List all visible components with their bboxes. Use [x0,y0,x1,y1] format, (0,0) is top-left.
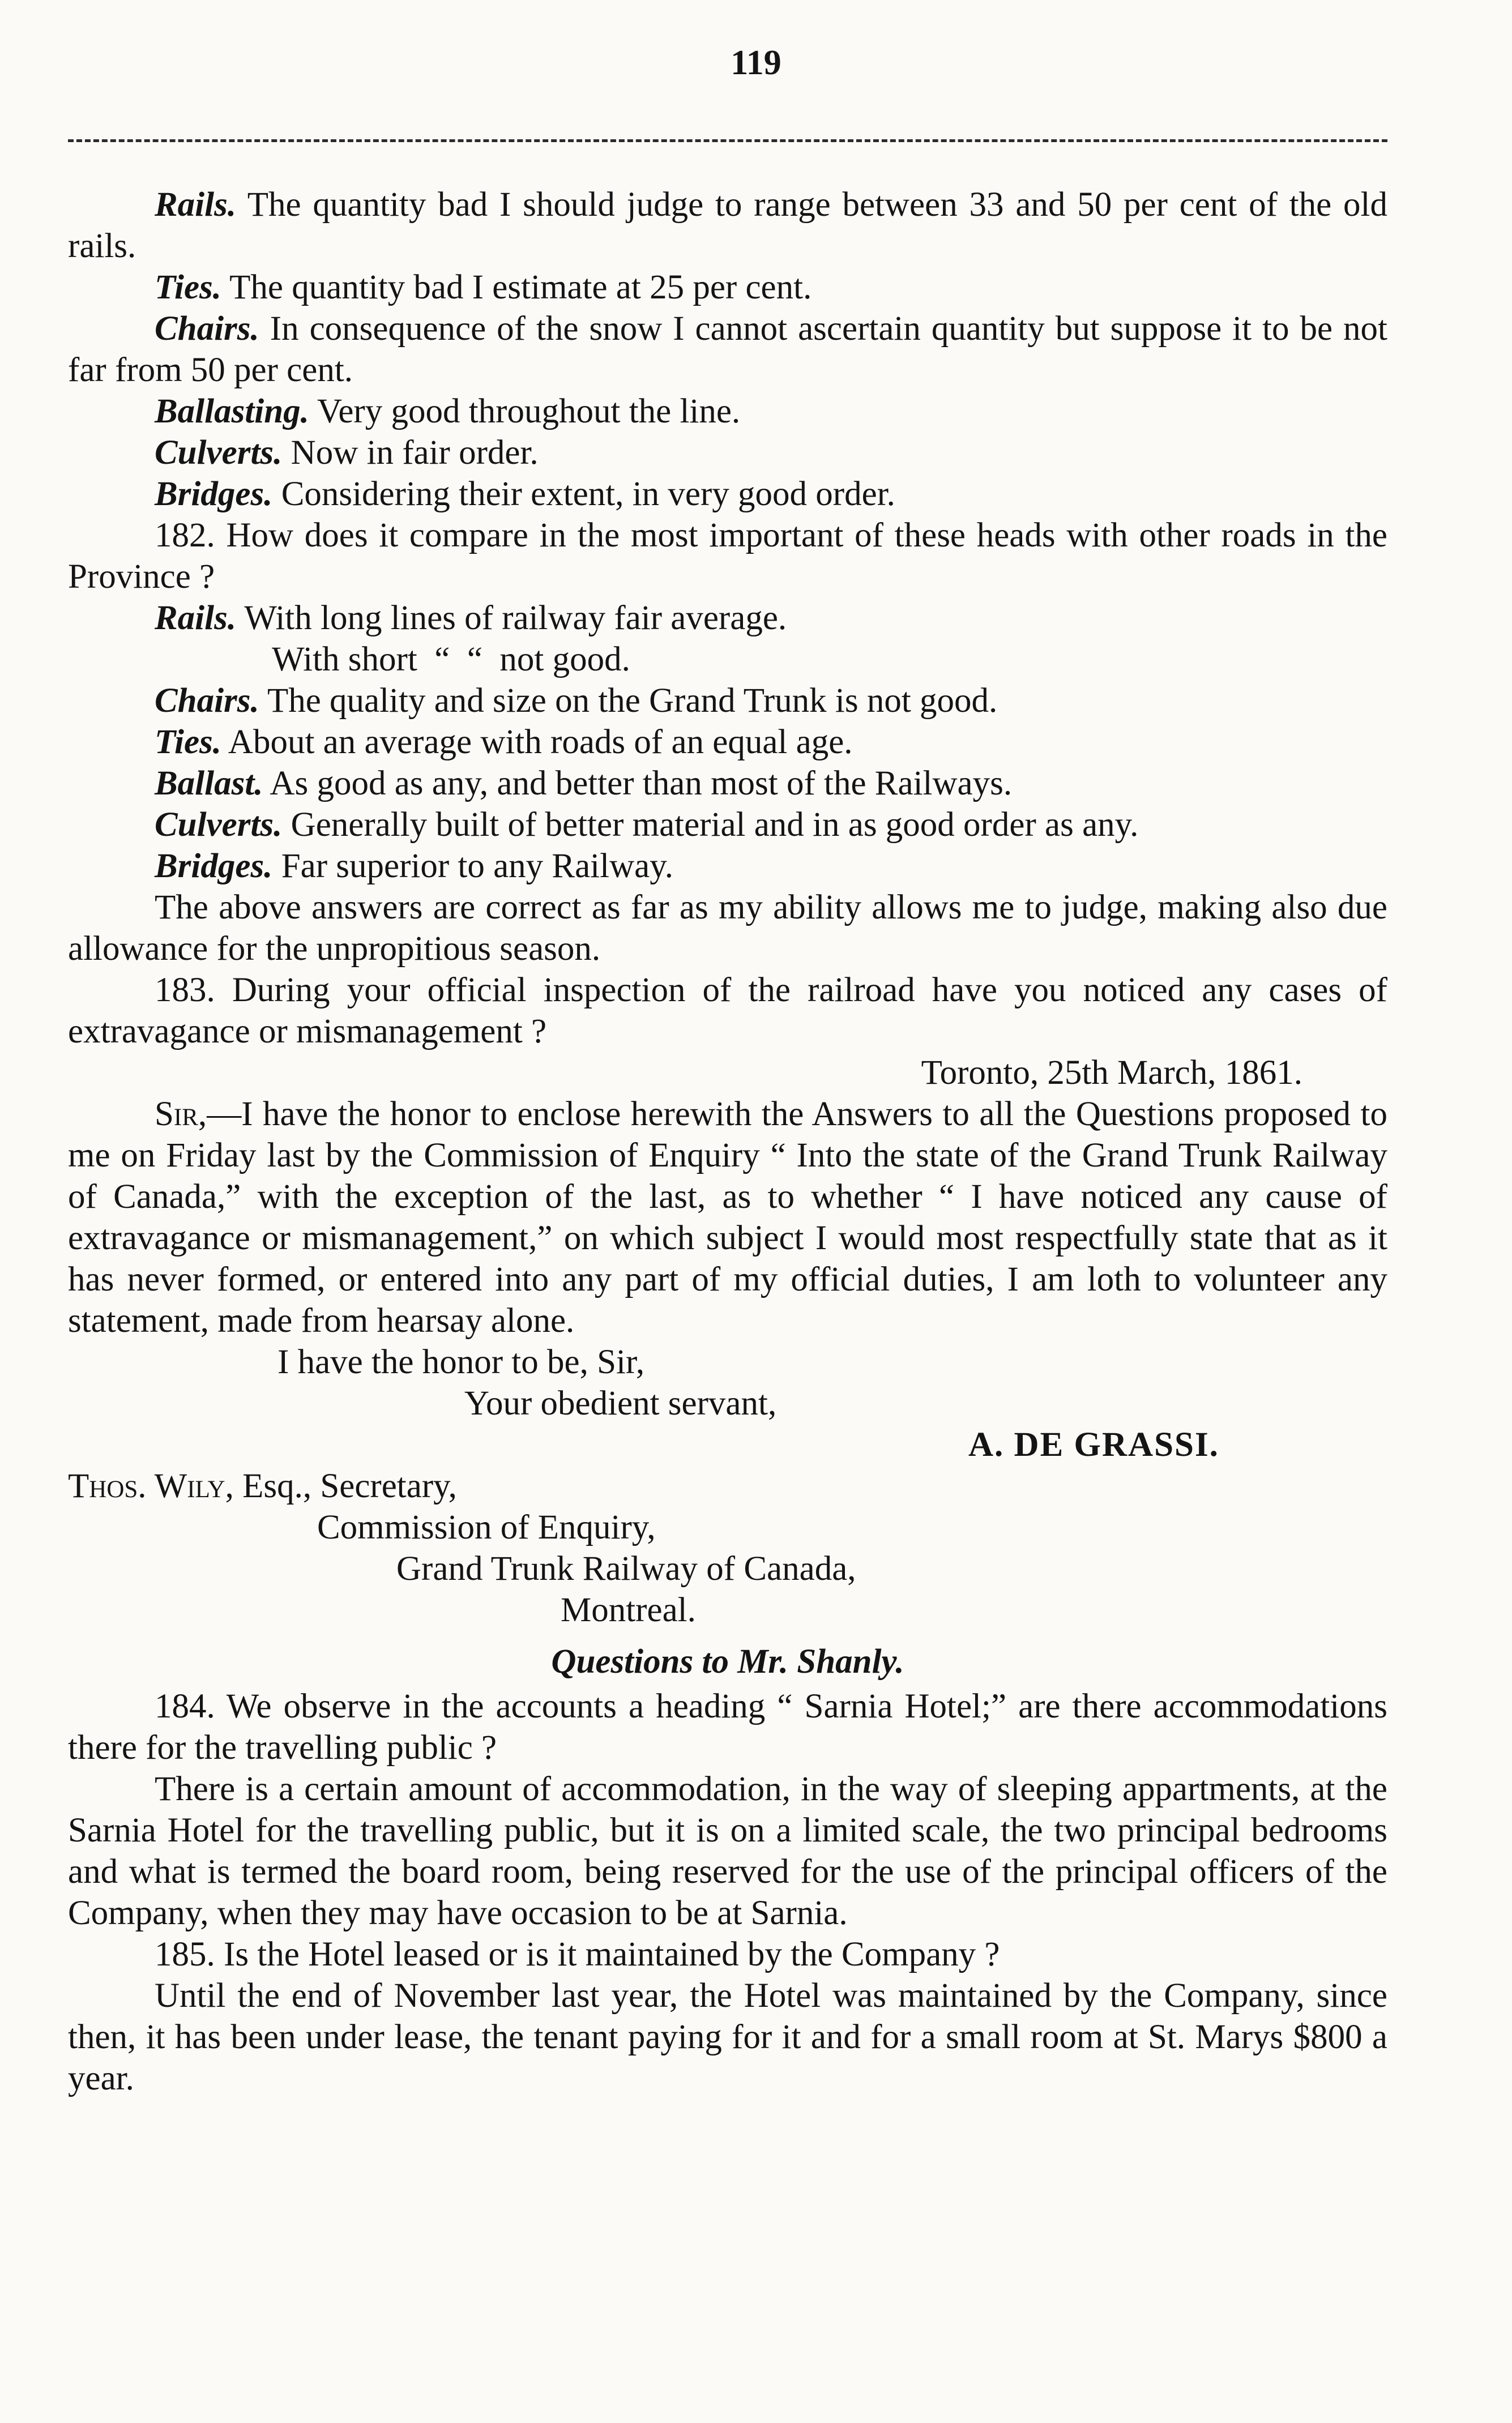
letter-address-3: Grand Trunk Railway of Canada, [396,1550,856,1588]
letter-closing-1: I have the honor to be, Sir, [277,1343,645,1381]
answer-rails-comparison: Rails. With long lines of railway fair average. [155,599,787,637]
question-185: 185. Is the Hotel leased or is it maintained by the Company ? [155,1935,1000,1973]
answer-rails: Rails. The quantity bad I should judge to range between 33 and 50 per cent of the old rails. [68,186,1387,265]
answer-184: There is a certain amount of accommodation, in the way of sleeping appartments, at the Sarnia Hotel for the travelling public, but it is on a limited scale, the two principal bedrooms and what is termed the board room, being reserved for the use of the principal officers of the Company, when they may have occasion to be at Sarnia. [68,1770,1387,1932]
letter-address-4: Montreal. [561,1591,696,1629]
answer-chairs-comparison: Chairs. The quality and size on the Grand Trunk is not good. [155,682,998,720]
letter-address-2: Commission of Enquiry, [317,1509,656,1546]
letter-body: Sir,—I have the honor to enclose herewith the Answers to all the Questions proposed to me on Friday last by the Commission of Enquiry “ Into the state of the Grand Trunk Railway of Canada,” with the exception of the last, as to whether “ I have noticed any cause of extravagance or mismanagement,” on which subject I would most respectfully state that as it has never formed, or entered into any part of my official duties, I am loth to volunteer any statement, made from hearsay alone. [68,1095,1387,1340]
header-rule [68,139,1387,142]
answers-statement: The above answers are correct as far as my ability allows me to judge, making also due allowance for the unpropitious season. [68,888,1387,968]
answer-ballasting: Ballasting. Very good throughout the line. [155,392,741,430]
letter-signature: A. DE GRASSI. [968,1426,1219,1464]
question-182: 182. How does it compare in the most important of these heads with other roads in the Province ? [68,516,1387,596]
answer-culverts: Culverts. Now in fair order. [155,434,539,472]
answer-bridges: Bridges. Considering their extent, in very good order. [155,475,895,513]
answer-ballast-comparison: Ballast. As good as any, and better than most of the Railways. [155,764,1013,802]
question-183: 183. During your official inspection of the railroad have you noticed any cases of extravagance or mismanagement ? [68,971,1387,1050]
answer-185: Until the end of November last year, the Hotel was maintained by the Company, since then, it has been under lease, the tenant paying for it and for a small room at St. Marys $800 a year. [68,1977,1387,2097]
page-number: 119 [731,44,781,82]
letter-address-1: Thos. Wily, Esq., Secretary, [68,1467,457,1505]
answer-culverts-comparison: Culverts. Generally built of better material and in as good order as any. [155,806,1139,844]
answer-ties: Ties. The quantity bad I estimate at 25 per cent. [155,268,812,306]
answer-short-lines: With short “ “ not good. [272,640,630,678]
page-body [68,184,1387,2099]
letter-closing-2: Your obedient servant, [464,1384,777,1422]
answer-chairs: Chairs. In consequence of the snow I cannot ascertain quantity but suppose it to be not far from 50 per cent. [68,310,1387,389]
letter-date: Toronto, 25th March, 1861. [921,1054,1302,1092]
question-184: 184. We observe in the accounts a heading “ Sarnia Hotel;” are there accommodations there for the travelling public ? [68,1687,1387,1767]
answer-bridges-comparison: Bridges. Far superior to any Railway. [155,847,673,885]
answer-ties-comparison: Ties. About an average with roads of an equal age. [155,723,853,761]
section-heading: Questions to Mr. Shanly. [551,1643,904,1681]
